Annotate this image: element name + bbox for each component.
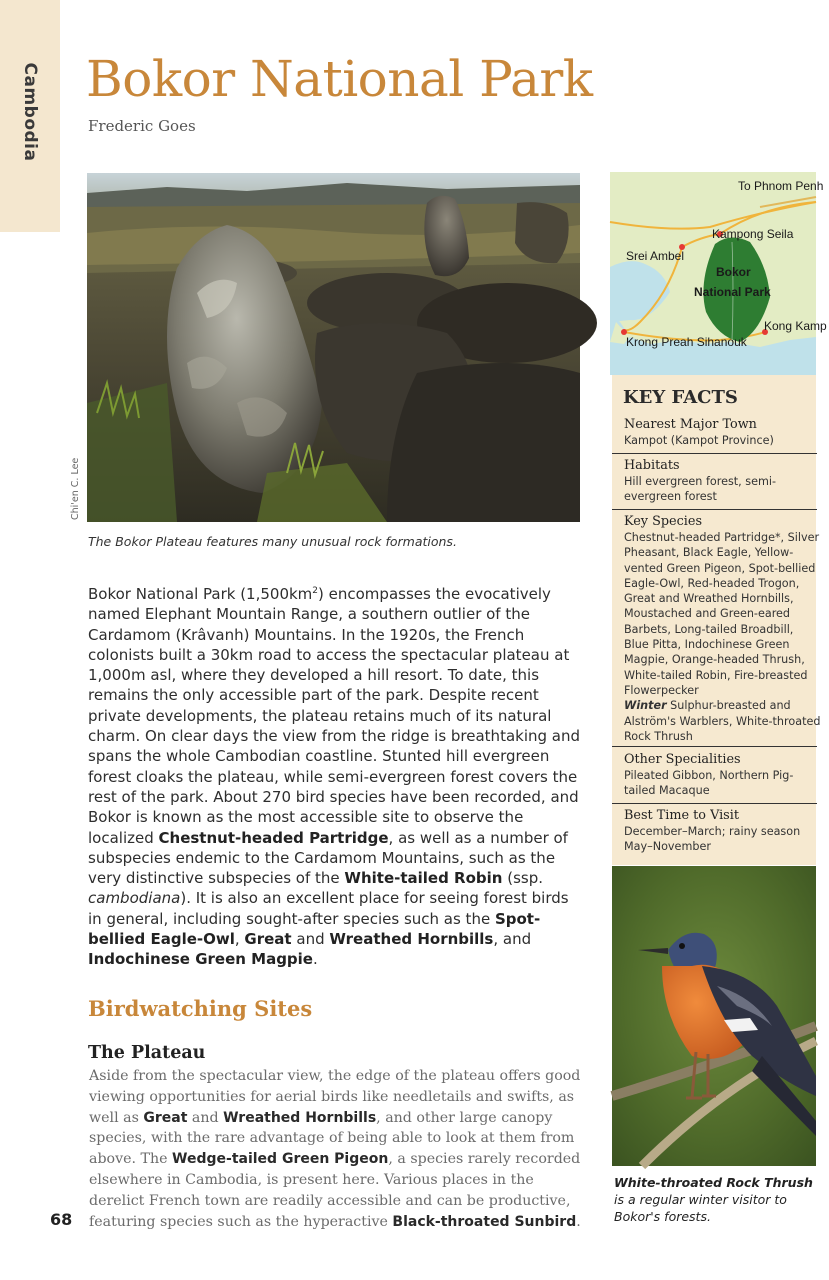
text-run: , and other large canopy species, with the rare advantage of being able to look at them from above. The [89, 1109, 575, 1168]
rock-formations-illustration [87, 173, 580, 522]
text-run: and [291, 930, 330, 949]
map-label-srei-ambel: Srei Ambel [626, 249, 685, 263]
key-facts-key-species [624, 513, 829, 744]
bird-caption-text: is a regular winter visitor to Bokor's forests. [614, 1192, 787, 1224]
text-line: vented Green Pigeon, Spot-bellied [624, 561, 816, 575]
photo-caption: The Bokor Plateau features many unusual rock formations. [88, 534, 457, 549]
text-line: evergreen forest [624, 490, 717, 504]
divider [612, 746, 817, 747]
key-facts-box [612, 375, 821, 865]
text-run: ) encompasses the evocatively named Elephant Mountain Range, a southern outlier of the Cardamom (Krâvanh) Mountains. In the 1920s, the French colonists built a 30km road to access the spectacular plateau at 1,000m asl, where they developed a hill resort. To date, this remains the only accessible part of the park. Despite recent private developments, the plateau retains much of its natural charm. On clear days the view from the ridge is breathtaking and spans the whole Cambodian coastline. Stunted hill evergreen forest cloaks the plateau, while semi-evergreen forest covers the rest of the park. About 270 bird species have been recorded, and Bokor is known as the most accessible site to observe the localized [88, 585, 581, 847]
text-line: Flowerpecker [624, 683, 699, 697]
white-throated-rock-thrush-photo [612, 866, 816, 1166]
key-facts-text [624, 530, 829, 698]
subheading-the-plateau: The Plateau [88, 1043, 206, 1063]
text-line: Rock Thrush [624, 729, 693, 743]
map-label-bokor: Bokor [716, 265, 751, 279]
species-name: Great [143, 1109, 188, 1126]
section-tab-label: Cambodia [20, 62, 40, 162]
map-label-kampong-seila: Kampong Seila [712, 227, 794, 241]
text-line: December–March; rainy season [624, 825, 801, 838]
text-run: ). It is also an excellent place for seeing forest birds in general, including sought-after species such as the [88, 889, 569, 928]
text-run: , as well as a number of subspecies endemic to the Cardamom Mountains, such as the very distinctive subspecies of the [88, 828, 568, 888]
divider [612, 803, 817, 804]
key-facts-text [624, 768, 829, 799]
intro-paragraph [88, 581, 580, 970]
text-line: Moustached and Green-eared [624, 607, 791, 621]
key-facts-heading: Other Specialities [624, 752, 741, 767]
species-name: Indochinese Green Magpie [88, 950, 313, 969]
text-line: tailed Macaque [624, 784, 710, 798]
location-map [610, 172, 827, 375]
text-line: Sulphur-breasted and [666, 699, 791, 713]
key-facts-title: KEY FACTS [623, 387, 738, 408]
species-name: Spot-bellied Eagle-Owl [88, 909, 541, 949]
key-facts-other-specialities [624, 751, 829, 799]
section-tab [0, 0, 60, 232]
map-label-kong-kampot: Kong Kamp [764, 319, 827, 333]
text-line: Eagle-Owl, Red-headed Trogon, [624, 576, 800, 590]
text-run: and [187, 1109, 224, 1126]
plateau-paragraph [89, 1066, 581, 1232]
key-facts-text [624, 824, 829, 855]
text-line: White-tailed Robin, Fire-breasted [624, 668, 808, 682]
key-facts-text [624, 433, 829, 448]
key-facts-best-time [624, 807, 829, 855]
species-name: Wreathed Hornbills [223, 1109, 377, 1126]
key-facts-heading: Key Species [624, 514, 703, 529]
text-line: Kampot (Kampot Province) [624, 434, 774, 447]
text-run: Aside from the spectacular view, the edge of the plateau offers good viewing opportunities for aerial birds like needletails and swifts, as well as [89, 1068, 581, 1126]
text-line: Barbets, Long-tailed Broadbill, [624, 622, 794, 636]
key-facts-heading: Habitats [624, 458, 680, 473]
key-facts-heading: Nearest Major Town [624, 417, 757, 432]
species-name: Wedge-tailed Green Pigeon [172, 1151, 389, 1168]
key-facts-winter-text [624, 698, 829, 744]
species-name: Chestnut-headed Partridge [158, 828, 389, 847]
bird-caption-species: White-throated Rock Thrush [614, 1175, 813, 1190]
bird-photo-caption [614, 1174, 820, 1225]
photo-credit: Chi'en C. Lee [70, 457, 81, 520]
map-label-national-park: National Park [694, 285, 771, 299]
key-facts-nearest-town [624, 416, 829, 448]
text-run: Bokor National Park (1,500km [88, 585, 313, 603]
species-name: Wreathed Hornbills [329, 930, 494, 949]
bird-illustration [612, 866, 816, 1166]
text-run: , a species rarely recorded elsewhere in Cambodia, is present here. Various places in the derelict French town are readily accessible and can be productive, featuring species such as the hyperactive [89, 1151, 581, 1230]
author-name: Frederic Goes [88, 117, 196, 135]
species-name: Black-throated Sunbird [392, 1213, 577, 1230]
text-line: Alström's Warblers, White-throated [624, 714, 821, 728]
divider [612, 509, 817, 510]
winter-label: Winter [624, 699, 667, 713]
page-number: 68 [50, 1210, 73, 1229]
key-facts-habitats [624, 457, 829, 505]
divider [612, 453, 817, 454]
text-run: . [576, 1213, 581, 1230]
text-line: Blue Pitta, Indochinese Green [624, 638, 790, 652]
map-label-phnom-penh: To Phnom Penh [738, 179, 824, 193]
section-heading-birdwatching-sites: Birdwatching Sites [88, 996, 313, 1021]
text-line: May–November [624, 840, 711, 854]
key-facts-heading: Best Time to Visit [624, 808, 739, 823]
species-name: White-tailed Robin [344, 869, 503, 888]
text-run: (ssp. [502, 869, 544, 888]
map-label-sihanouk: Krong Preah Sihanouk [626, 335, 747, 349]
species-name: Great [244, 930, 292, 949]
text-run: , [234, 930, 245, 949]
text-line: Magpie, Orange-headed Thrush, [624, 653, 805, 667]
rock-formations-photo [87, 173, 580, 522]
text-line: Great and Wreathed Hornbills, [624, 592, 794, 606]
text-line: Chestnut-headed Partridge*, Silver [624, 531, 820, 544]
text-line: Hill evergreen forest, semi- [624, 475, 777, 488]
superscript: 2 [312, 586, 319, 596]
subspecies-name: cambodiana [88, 889, 181, 908]
text-line: Pheasant, Black Eagle, Yellow- [624, 546, 794, 560]
text-line: Pileated Gibbon, Northern Pig- [624, 769, 794, 782]
text-run: . [313, 950, 318, 969]
text-run: , and [493, 930, 532, 949]
page-title: Bokor National Park [86, 50, 593, 108]
map-illustration [610, 172, 827, 375]
key-facts-text [624, 474, 829, 505]
